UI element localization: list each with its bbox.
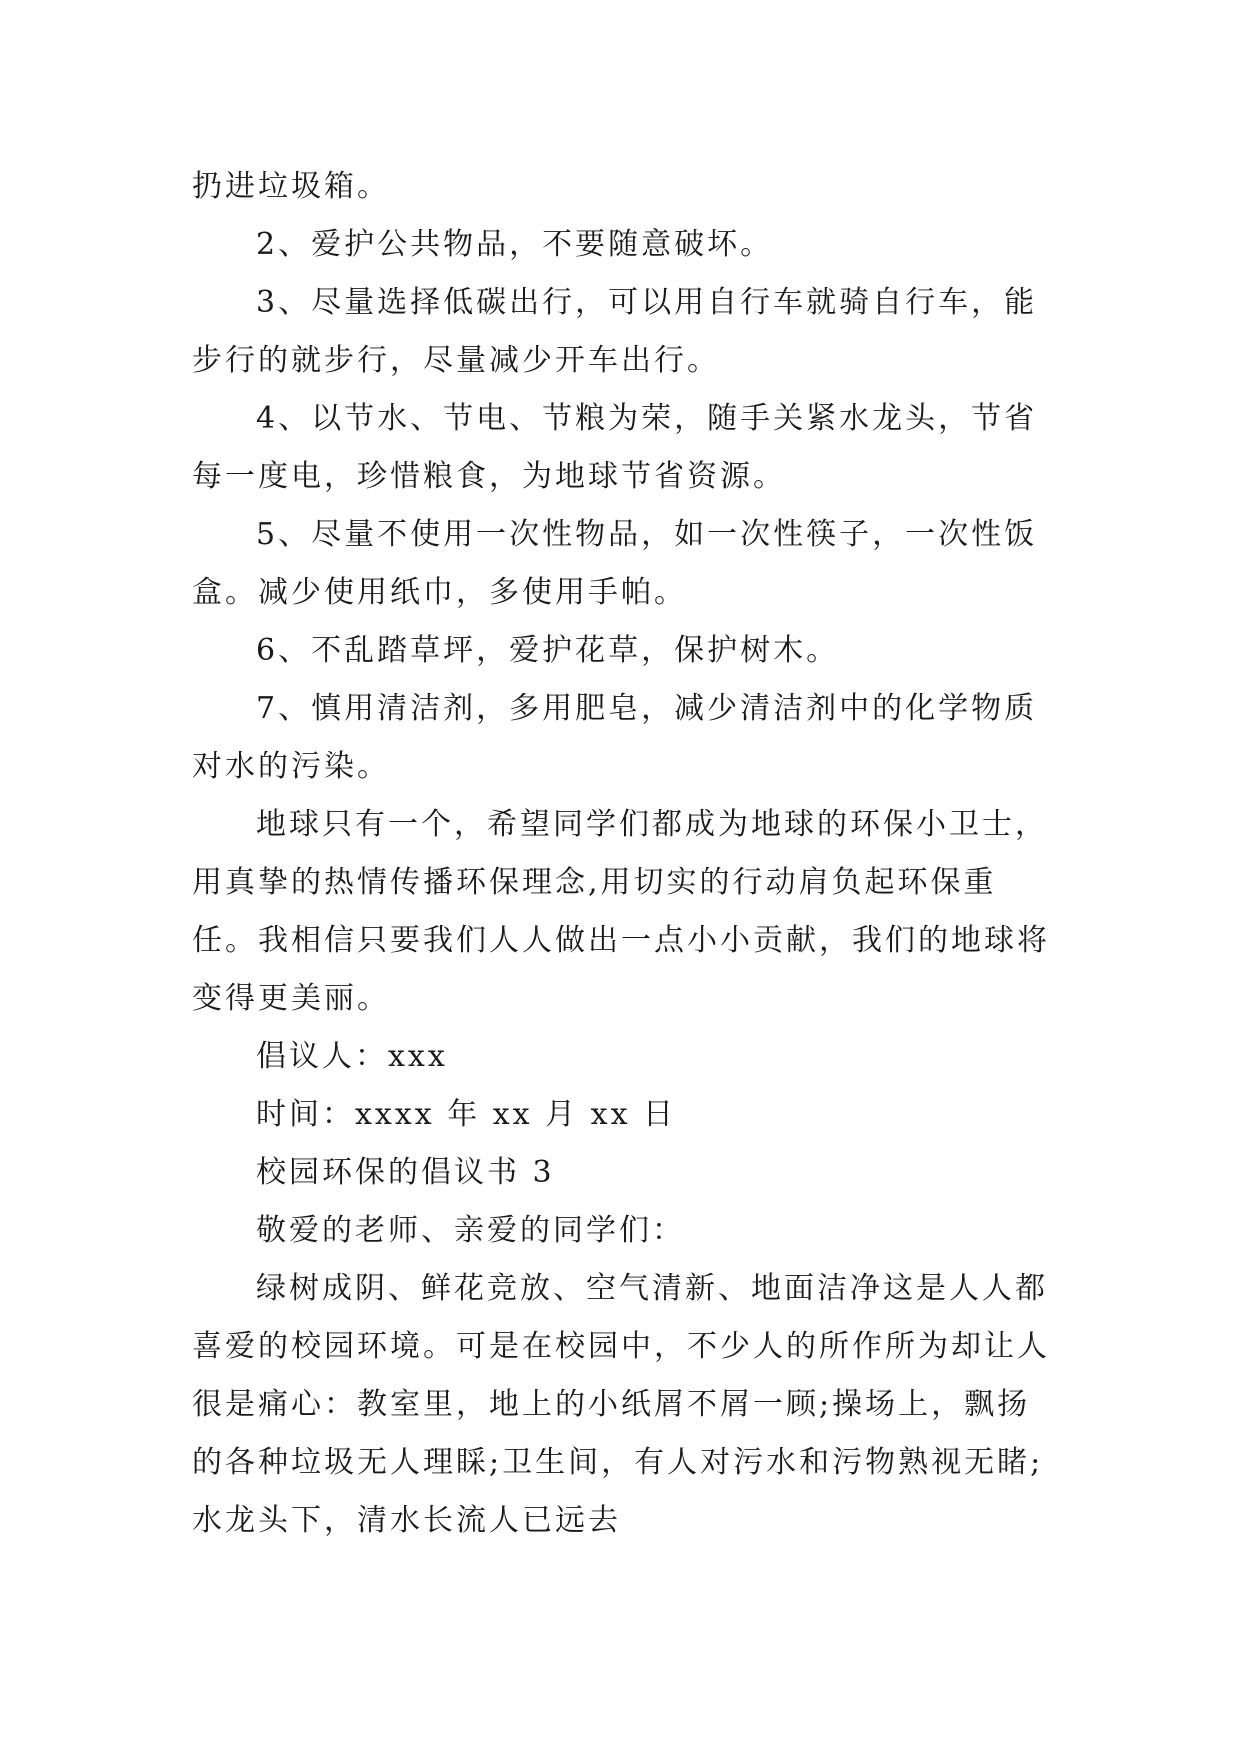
paragraph-item-6: 6、不乱踏草坪，爱护花草，保护树木。 <box>256 633 840 668</box>
section-title: 校园环保的倡议书 3 <box>256 1155 555 1190</box>
paragraph-item-3: 3、尽量选择低碳出行，可以用自行车就骑自行车，能步行的就步行，尽量减少开车出行。 <box>192 285 1038 378</box>
date-line: 时间：xxxx 年 xx 月 xx 日 <box>256 1097 677 1132</box>
paragraph-conclusion: 地球只有一个，希望同学们都成为地球的环保小卫士，用真挚的热情传播环保理念,用切实的行动肩负起环保重任。我相信只要我们人人做出一点小小贡献，我们的地球将变得更美丽。 <box>192 807 1050 1016</box>
paragraph-continuation: 扔进垃圾箱。 <box>192 169 390 204</box>
proposer-line: 倡议人：xxx <box>256 1039 448 1074</box>
paragraph-item-2: 2、爱护公共物品，不要随意破坏。 <box>256 227 774 262</box>
document-body <box>192 158 1052 1550</box>
paragraph-item-4: 4、以节水、节电、节粮为荣，随手关紧水龙头，节省每一度电，珍惜粮食，为地球节省资源。 <box>192 401 1038 494</box>
paragraph-intro: 绿树成阴、鲜花竞放、空气清新、地面洁净这是人人都喜爱的校园环境。可是在校园中，不少人的所作所为却让人很是痛心：教室里，地上的小纸屑不屑一顾;操场上，飘扬的各种垃圾无人理睬;卫生间，有人对污水和污物熟视无睹;水龙头下，清水长流人已远去 <box>192 1271 1050 1538</box>
salutation: 敬爱的老师、亲爱的同学们： <box>256 1213 685 1248</box>
paragraph-item-7: 7、慎用清洁剂，多用肥皂，减少清洁剂中的化学物质对水的污染。 <box>192 691 1038 784</box>
paragraph-item-5: 5、尽量不使用一次性物品，如一次性筷子，一次性饭盒。减少使用纸巾，多使用手帕。 <box>192 517 1038 610</box>
